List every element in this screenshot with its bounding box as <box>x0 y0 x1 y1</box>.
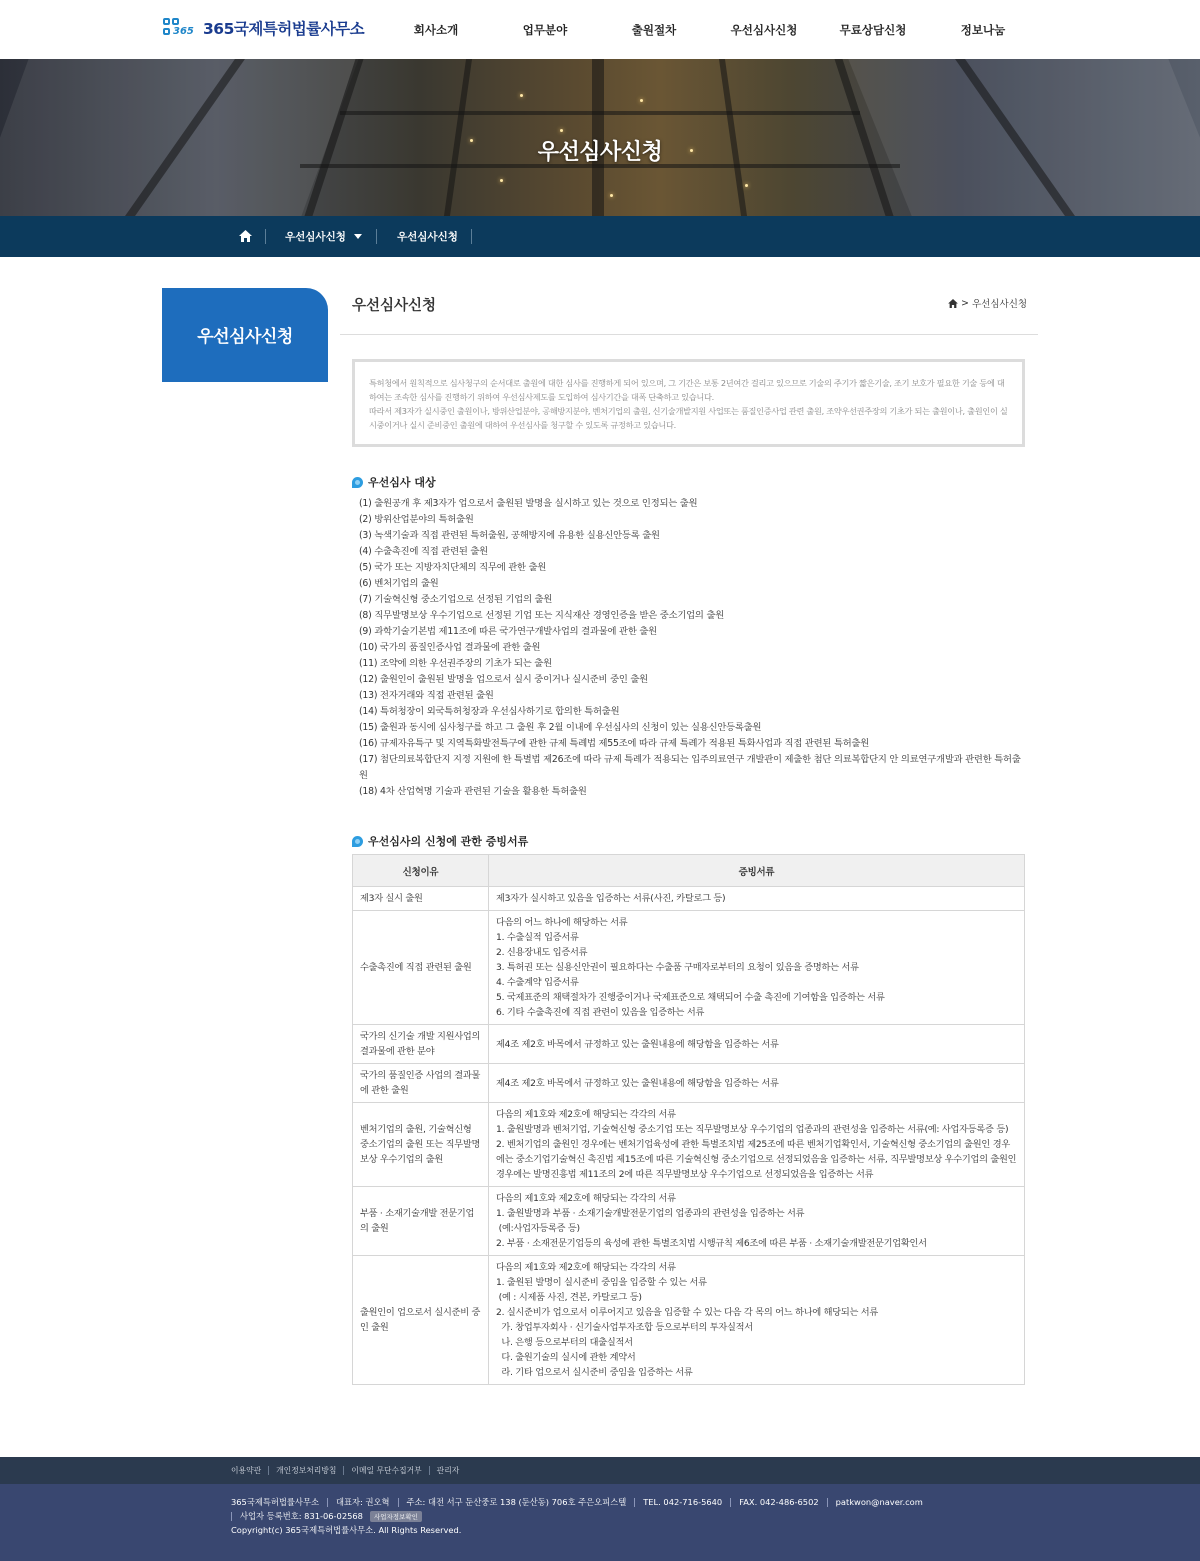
table-row <box>353 911 1025 1025</box>
section-title: 우선심사의 신청에 관한 증빙서류 <box>368 835 529 848</box>
list-item: (18) 4차 산업혁명 기술과 관련된 기술을 활용한 특허출원 <box>359 786 587 797</box>
document-line: 1. 출원된 발명이 실시준비 중임을 입증할 수 있는 서류 <box>496 1277 707 1288</box>
nav-item-info[interactable]: 정보나눔 <box>960 23 1006 37</box>
document-line: 2. 실시준비가 업으로서 이루어지고 있음을 입증할 수 있는 다음 각 목의 어느 하나에 해당되는 서류 <box>496 1307 879 1318</box>
nav-item-priority-exam[interactable]: 우선심사신청 <box>730 23 798 37</box>
list-item: (17) 첨단의료복합단지 지정 지원에 한 특별법 제26조에 따라 규제 특례가 적용되는 입주의료연구 개발관이 제출한 첨단 의료복합단지 안 의료연구개발과 관련한 특허출원 <box>359 754 1021 781</box>
column-header-documents: 증빙서류 <box>489 855 1025 887</box>
nav-item-procedure[interactable]: 출원절차 <box>631 23 677 37</box>
cell-reason: 부품 · 소재기술개발 전문기업의 출원 <box>353 1187 489 1256</box>
list-item: (4) 수출촉진에 직접 관련된 출원 <box>359 546 488 557</box>
business-info-button[interactable]: 사업자정보확인 <box>370 1511 422 1522</box>
cell-documents <box>489 911 1025 1025</box>
footer-links-bar <box>0 1457 1200 1484</box>
cell-reason: 벤처기업의 출원, 기술혁신형 중소기업의 출원 또는 직무발명보상 우수기업의 출원 <box>353 1103 489 1187</box>
section-heading-targets <box>352 474 436 490</box>
document-line: 2. 부품 · 소재전문기업등의 육성에 관한 특별조치법 시행규칙 제6조에 따른 부품 · 소재기술개발전문기업확인서 <box>496 1238 927 1249</box>
footer-address: 주소: 대전 서구 둔산중로 138 (둔산동) 706호 주은오피스텔 <box>406 1497 627 1507</box>
intro-box <box>352 359 1025 447</box>
footer-ceo: 대표자: 권오혁 <box>335 1497 390 1507</box>
hero-title: 우선심사신청 <box>537 140 663 165</box>
list-item: (13) 전자거래와 직접 관련된 출원 <box>359 690 494 701</box>
site-header <box>0 0 1200 59</box>
document-line: (예:사업자등록증 등) <box>496 1223 580 1234</box>
bullet-drop-icon <box>352 477 363 488</box>
document-line: 가. 창업투자회사 · 신기술사업투자조합 등으로부터의 투자실적서 <box>496 1322 753 1333</box>
list-item: (5) 국가 또는 지방자치단체의 직무에 관한 출원 <box>359 562 547 573</box>
breadcrumb-level2[interactable]: 우선심사신청 <box>397 231 458 243</box>
document-line: 다음의 제1호와 제2호에 해당되는 각각의 서류 <box>496 1109 676 1120</box>
footer-link-privacy[interactable]: 개인정보처리방침 <box>276 1466 337 1475</box>
page-location <box>948 296 1027 310</box>
document-line: 1. 출원발명과 부품 · 소재기술개발전문기업의 업종과의 관련성을 입증하는 서류 <box>496 1208 805 1219</box>
footer-info <box>0 1484 1200 1561</box>
cell-reason: 수출촉진에 직접 관련된 출원 <box>353 911 489 1025</box>
documents-table <box>352 854 1025 1385</box>
target-list <box>359 496 1024 800</box>
home-icon[interactable] <box>948 299 958 308</box>
list-item: (8) 직무발명보상 우수기업으로 선정된 기업 또는 지식재산 경영인증을 받은 중소기업의 출원 <box>359 610 725 621</box>
cell-reason: 국가의 신기술 개발 지원사업의 결과물에 관한 분야 <box>353 1025 489 1064</box>
document-line: 다. 출원기술의 실시에 관한 계약서 <box>496 1352 636 1363</box>
document-line: (예 : 시제품 사진, 견본, 카탈로그 등) <box>496 1292 642 1303</box>
nav-item-about[interactable]: 회사소개 <box>413 23 459 37</box>
document-line: 5. 국제표준의 채택절차가 진행중이거나 국제표준으로 채택되어 수출 촉진에 기여함을 입증하는 서류 <box>496 992 885 1003</box>
intro-paragraph-2: 따라서 제3자가 실시중인 출원이나, 방위산업분야, 공해방지분야, 벤처기업의 출원, 신기술개발지원 사업또는 품질인증사업 관련 출원, 조약우선권주장의 기초가 되는 출원이나, 출원인이 실시중이거나 실시 준비중인 출원에 대하여 우선심사를 청구할 수 있도록 규정하고 있습니다. <box>369 406 1008 430</box>
list-item: (15) 출원과 동시에 심사청구를 하고 그 출원 후 2월 이내에 우선심사의 신청이 있는 실용신안등록출원 <box>359 722 762 733</box>
document-line: 2. 신용장내도 입증서류 <box>496 947 588 958</box>
document-line: 3. 특허권 또는 실용신안권이 필요하다는 수출품 구매자로부터의 요청이 있음을 증명하는 서류 <box>496 962 859 973</box>
hero-banner <box>0 59 1200 216</box>
cell-reason: 국가의 품질인증 사업의 결과물에 관한 출원 <box>353 1064 489 1103</box>
intro-paragraph-1: 특허청에서 원칙적으로 심사청구의 순서대로 출원에 대한 심사를 진행하게 되어 있으며, 그 기간은 보통 2년여간 걸리고 있으므로 기술의 주기가 짧은기술, 조기 보호가 필요한 기술 등에 대하여는 조속한 심사를 진행하기 위하여 우선심사제도를 도입하여 심사기간을 대폭 단축하고 있습니다. <box>369 378 1005 402</box>
sidebar-title: 우선심사신청 <box>197 327 293 347</box>
document-line: 6. 기타 수출촉진에 직접 관련이 있음을 입증하는 서류 <box>496 1007 705 1018</box>
footer-link-admin[interactable]: 관리자 <box>436 1466 460 1475</box>
table-row <box>353 1025 1025 1064</box>
table-header-row <box>353 855 1025 887</box>
document-line: 제3자가 실시하고 있음을 입증하는 서류(사진, 카탈로그 등) <box>496 893 726 904</box>
table-row <box>353 1187 1025 1256</box>
document-line: 다음의 제1호와 제2호에 해당되는 각각의 서류 <box>496 1262 676 1273</box>
main-nav <box>0 22 1200 40</box>
cell-documents <box>489 1103 1025 1187</box>
list-item: (10) 국가의 품질인증사업 결과물에 관한 출원 <box>359 642 541 653</box>
location-separator: > <box>961 297 969 309</box>
section-title: 우선심사 대상 <box>368 476 436 489</box>
document-line: 나. 은행 등으로부터의 대출실적서 <box>496 1337 633 1348</box>
list-item: (11) 조약에 의한 우선권주장의 기초가 되는 출원 <box>359 658 552 669</box>
footer-email: patkwon@naver.com <box>835 1497 923 1507</box>
cell-documents <box>489 1064 1025 1103</box>
document-line: 1. 수출실적 입증서류 <box>496 932 579 943</box>
document-line: 다음의 제1호와 제2호에 해당되는 각각의 서류 <box>496 1193 676 1204</box>
document-line: 라. 기타 업으로서 실시준비 중임을 입증하는 서류 <box>496 1367 693 1378</box>
cell-documents <box>489 1256 1025 1385</box>
document-line: 다음의 어느 하나에 해당하는 서류 <box>496 917 628 928</box>
breadcrumb-level1[interactable]: 우선심사신청 <box>285 231 346 243</box>
title-divider <box>340 334 1038 335</box>
list-item: (14) 특허청장이 외국특허청장과 우선심사하기로 합의한 특허출원 <box>359 706 620 717</box>
logo-text: 365국제특허법률사무소 <box>203 20 365 38</box>
footer-fax: FAX. 042-486-6502 <box>739 1497 819 1507</box>
table-row <box>353 1064 1025 1103</box>
home-icon[interactable] <box>239 230 252 242</box>
chevron-down-icon[interactable] <box>354 234 362 239</box>
footer-company: 365국제특허법률사무소 <box>231 1497 319 1507</box>
column-header-reason: 신청이유 <box>353 855 489 887</box>
logo-mark-icon: 365 <box>163 18 199 38</box>
list-item: (3) 녹색기술과 직접 관련된 특허출원, 공해방지에 유용한 실용신안등록 출원 <box>359 530 660 541</box>
footer-link-email-refusal[interactable]: 이메일 무단수집거부 <box>351 1466 422 1475</box>
table-row <box>353 887 1025 911</box>
cell-reason: 출원인이 업으로서 실시준비 중인 출원 <box>353 1256 489 1385</box>
page-title: 우선심사신청 <box>352 298 437 314</box>
list-item: (12) 출원인이 출원된 발명을 업으로서 실시 중이거나 실시준비 중인 출원 <box>359 674 648 685</box>
cell-documents <box>489 1025 1025 1064</box>
document-line: 2. 벤처기업의 출원인 경우에는 벤처기업육성에 관한 특별조치법 제25조에 따른 벤처기업확인서, 기술혁신형 중소기업의 출원인 경우에는 중소기업기술혁신 촉진법 제15조에 따른 기술혁신형 중소기업으로 선정되었음을 입증하는 서류, 직무발명보상 우수기업의 출원인 경우에는 발명진흥법 제11조의 2에 따른 직무발명보상 우수기업으로 선정되었음을 입증하는 서류 <box>496 1139 1019 1180</box>
location-current: 우선심사신청 <box>972 299 1028 310</box>
section-heading-documents <box>352 833 528 849</box>
list-item: (1) 출원공개 후 제3자가 업으로서 출원된 발명을 실시하고 있는 것으로 인정되는 출원 <box>359 498 698 509</box>
list-item: (9) 과학기술기본법 제11조에 따른 국가연구개발사업의 결과물에 관한 출원 <box>359 626 657 637</box>
cell-reason: 제3자 실시 출원 <box>353 887 489 911</box>
document-line: 제4조 제2호 바목에서 규정하고 있는 출원내용에 해당함을 입증하는 서류 <box>496 1038 779 1050</box>
nav-item-free-consult[interactable]: 무료상담신청 <box>839 23 907 37</box>
list-item: (7) 기술혁신형 중소기업으로 선정된 기업의 출원 <box>359 594 553 605</box>
document-line: 1. 출원발명과 벤처기업, 기술혁신형 중소기업 또는 직무발명보상 우수기업의 업종과의 관련성을 입증하는 서류(예: 사업자등록증 등) <box>496 1124 1009 1135</box>
document-line: 4. 수출계약 입증서류 <box>496 977 579 988</box>
list-item: (2) 방위산업분야의 특허출원 <box>359 514 474 525</box>
list-item: (6) 벤처기업의 출원 <box>359 578 439 589</box>
cell-documents <box>489 887 1025 911</box>
table-row <box>353 1103 1025 1187</box>
footer-business-number: 사업자 등록번호: 831-06-02568 <box>240 1511 363 1521</box>
footer-copyright: Copyright(c) 365국제특허법률사무소. All Rights Reserved. <box>231 1525 462 1535</box>
footer-link-terms[interactable]: 이용약관 <box>231 1466 262 1475</box>
nav-item-services[interactable]: 업무분야 <box>522 23 568 37</box>
sidebar-title-box <box>162 288 328 382</box>
breadcrumb <box>0 216 1200 257</box>
table-row <box>353 1256 1025 1385</box>
bullet-drop-icon <box>352 836 363 847</box>
document-line: 제4조 제2호 바목에서 규정하고 있는 출원내용에 해당함을 입증하는 서류 <box>496 1077 779 1089</box>
cell-documents <box>489 1187 1025 1256</box>
list-item: (16) 규제자유특구 및 지역특화발전특구에 관한 규제 특례법 제55조에 따라 규제 특례가 적용된 특화사업과 직접 관련된 특허출원 <box>359 738 870 749</box>
footer-tel: TEL. 042-716-5640 <box>643 1497 723 1507</box>
